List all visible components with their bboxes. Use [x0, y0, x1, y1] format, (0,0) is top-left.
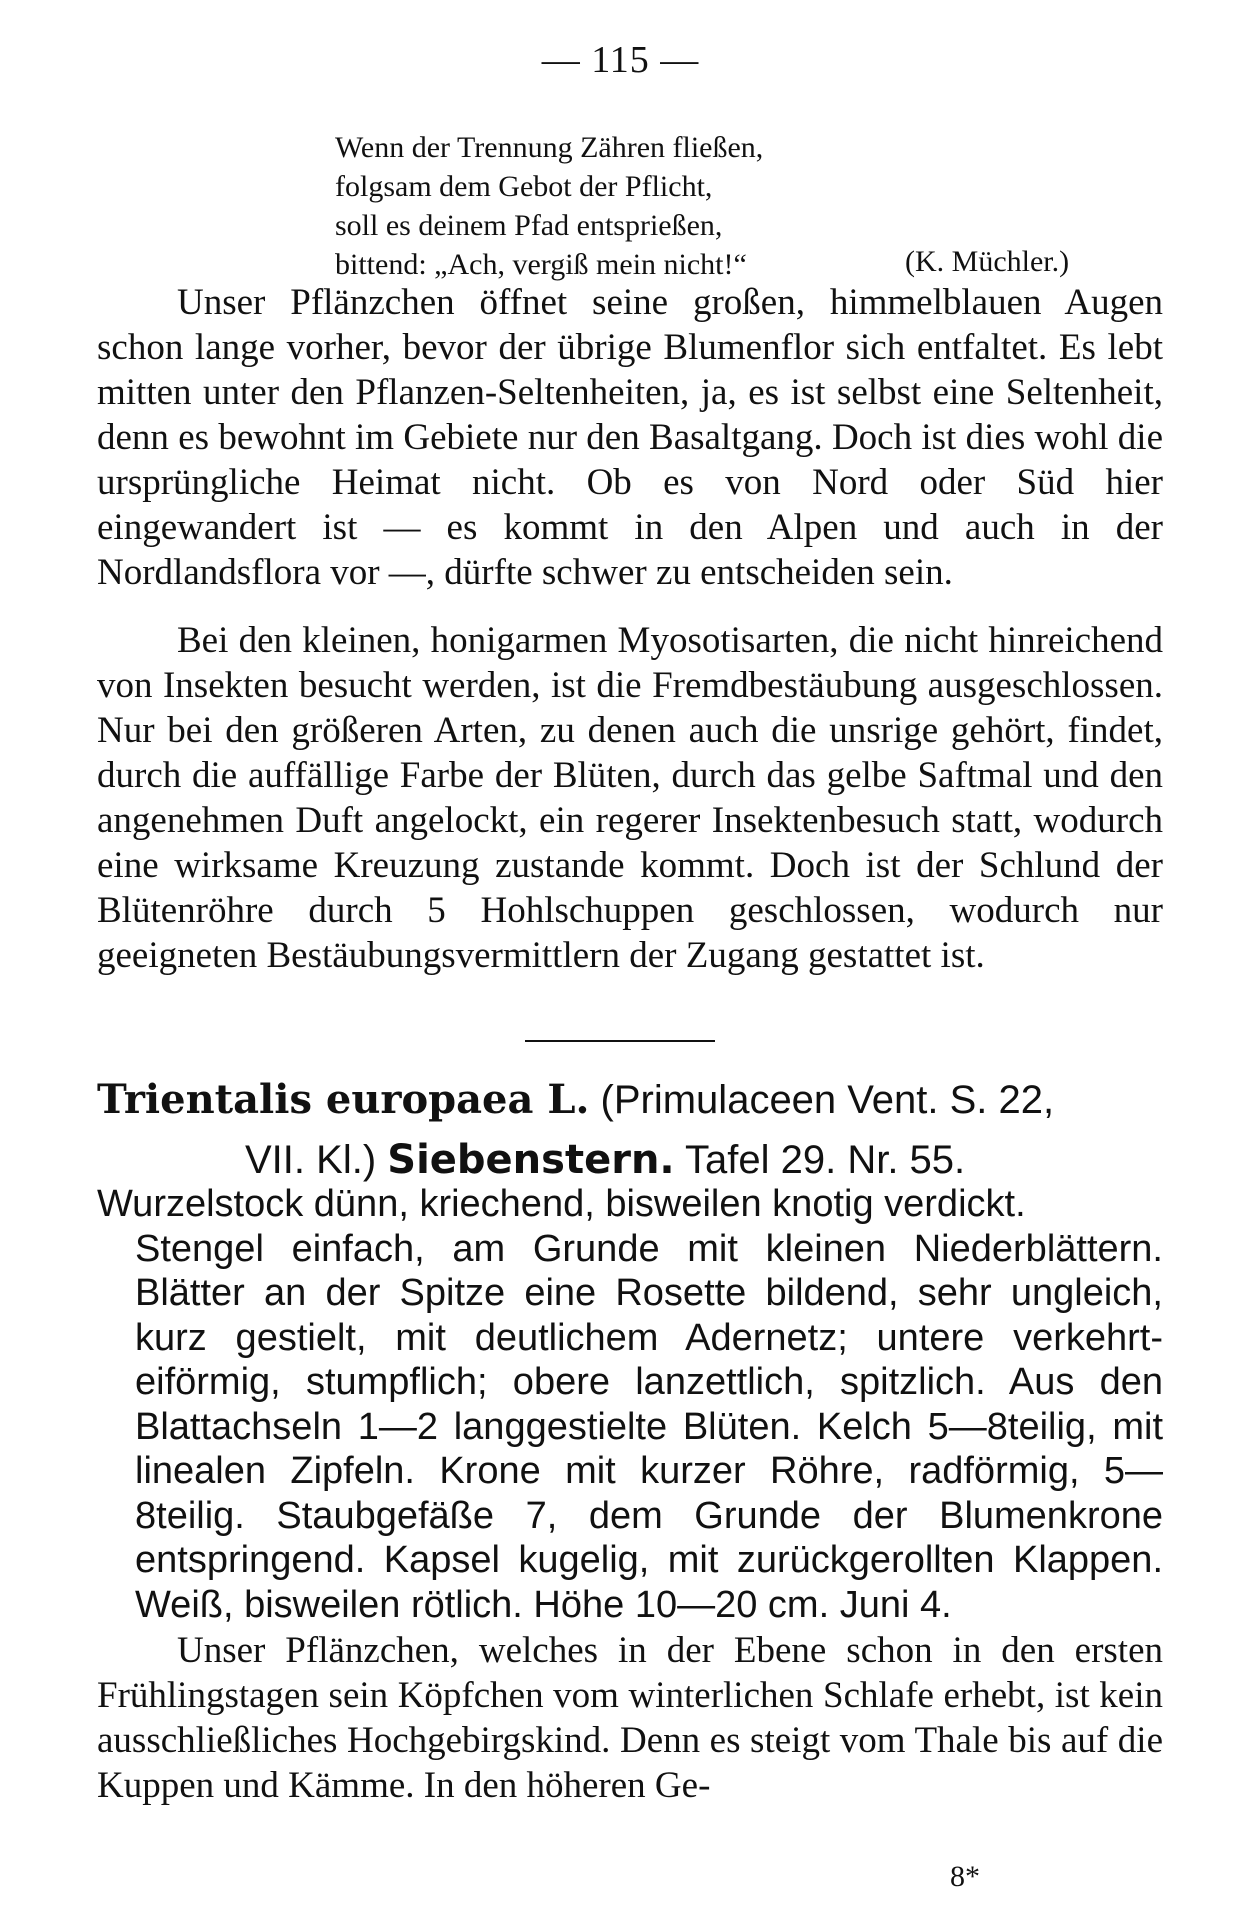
species-plate: Tafel 29. Nr. 55.: [685, 1138, 966, 1182]
poem-line: Wenn der Trennung Zähren fließen,: [335, 131, 764, 164]
poem-line: bittend: „Ach, vergiß mein nicht!“: [335, 248, 747, 281]
poem-line: soll es deinem Pfad entsprießen,: [335, 209, 723, 242]
poem-line: folgsam dem Gebot der Pflicht,: [335, 170, 713, 203]
species-heading-line2: [97, 1130, 1163, 1190]
section-divider: [525, 1040, 715, 1042]
species-latin-name: Trientalis europaea L.: [97, 1076, 590, 1123]
paragraph-rarity: Unser Pflänzchen öffnet seine großen, himmelblauen Augen schon lange vorher, bevor der übrige Blumenflor sich entfaltet. Es lebt mitten unter den Pflanzen-Seltenheiten, ja, es ist selbst eine Seltenheit, denn es bewohnt im Gebiete nur den Basaltgang. Doch ist dies wohl die ursprüngliche Heimat nicht. Ob es von Nord oder Süd hier eingewandert ist — es kommt in den Alpen und auch in der Nordlandsflora vor —, dürfte schwer zu entscheiden sein.: [97, 282, 1163, 593]
page-number: — 115 —: [541, 39, 700, 81]
species-heading: [97, 1070, 1163, 1190]
species-class: VII. Kl.): [245, 1138, 377, 1182]
paragraph-habitat: Unser Pflänzchen, welches in der Ebene schon in den ersten Frühlingstagen sein Köpfchen vom winterlichen Schlafe erhebt, ist kein ausschließliches Hochgebirgskind. Denn es steigt vom Thale bis auf die Kuppen und Kämme. In den höheren Ge-: [97, 1630, 1163, 1806]
signature-mark: 8*: [950, 1860, 980, 1893]
species-german-name: Siebenstern.: [387, 1137, 675, 1183]
description-first-line: Wurzelstock dünn, kriechend, bisweilen knotig verdickt.: [97, 1183, 1026, 1225]
poem-attribution: (K. Müchler.): [905, 245, 1070, 278]
species-classification: (Primulaceen Vent. S. 22,: [600, 1078, 1055, 1122]
description-body: Stengel einfach, am Grunde mit kleinen Niederblättern. Blätter an der Spitze eine Rosette bildend, sehr ungleich, kurz gestielt, mit deutlichem Adernetz; untere verkehrt-eiförmig, stumpflich; obere lanzettlich, spitzlich. Aus den Blattachseln 1—2 langgestielte Blüten. Kelch 5—8teilig, mit linealen Zipfeln. Krone mit kurzer Röhre, radförmig, 5—8teilig. Staubgefäße 7, dem Grunde der Blumenkrone entspringend. Kapsel kugelig, mit zurückgerollten Klappen. Weiß, bisweilen rötlich. Höhe 10—20 cm. Juni 4.: [135, 1227, 1163, 1626]
species-description: [97, 1182, 1163, 1627]
paragraph-pollination: Bei den kleinen, honigarmen Myosotisarten, die nicht hinreichend von Insekten besucht werden, ist die Fremdbestäubung ausgeschlossen. Nur bei den größeren Arten, zu denen auch die unsrige gehört, findet, durch die auffällige Farbe der Blüten, durch das gelbe Saftmal und den angenehmen Duft angelockt, ein regerer Insektenbesuch statt, wodurch eine wirksame Kreuzung zustande kommt. Doch ist der Schlund der Blütenröhre durch 5 Hohlschuppen geschlossen, wodurch nur geeigneten Bestäubungsvermittlern der Zugang gestattet ist.: [97, 620, 1163, 976]
